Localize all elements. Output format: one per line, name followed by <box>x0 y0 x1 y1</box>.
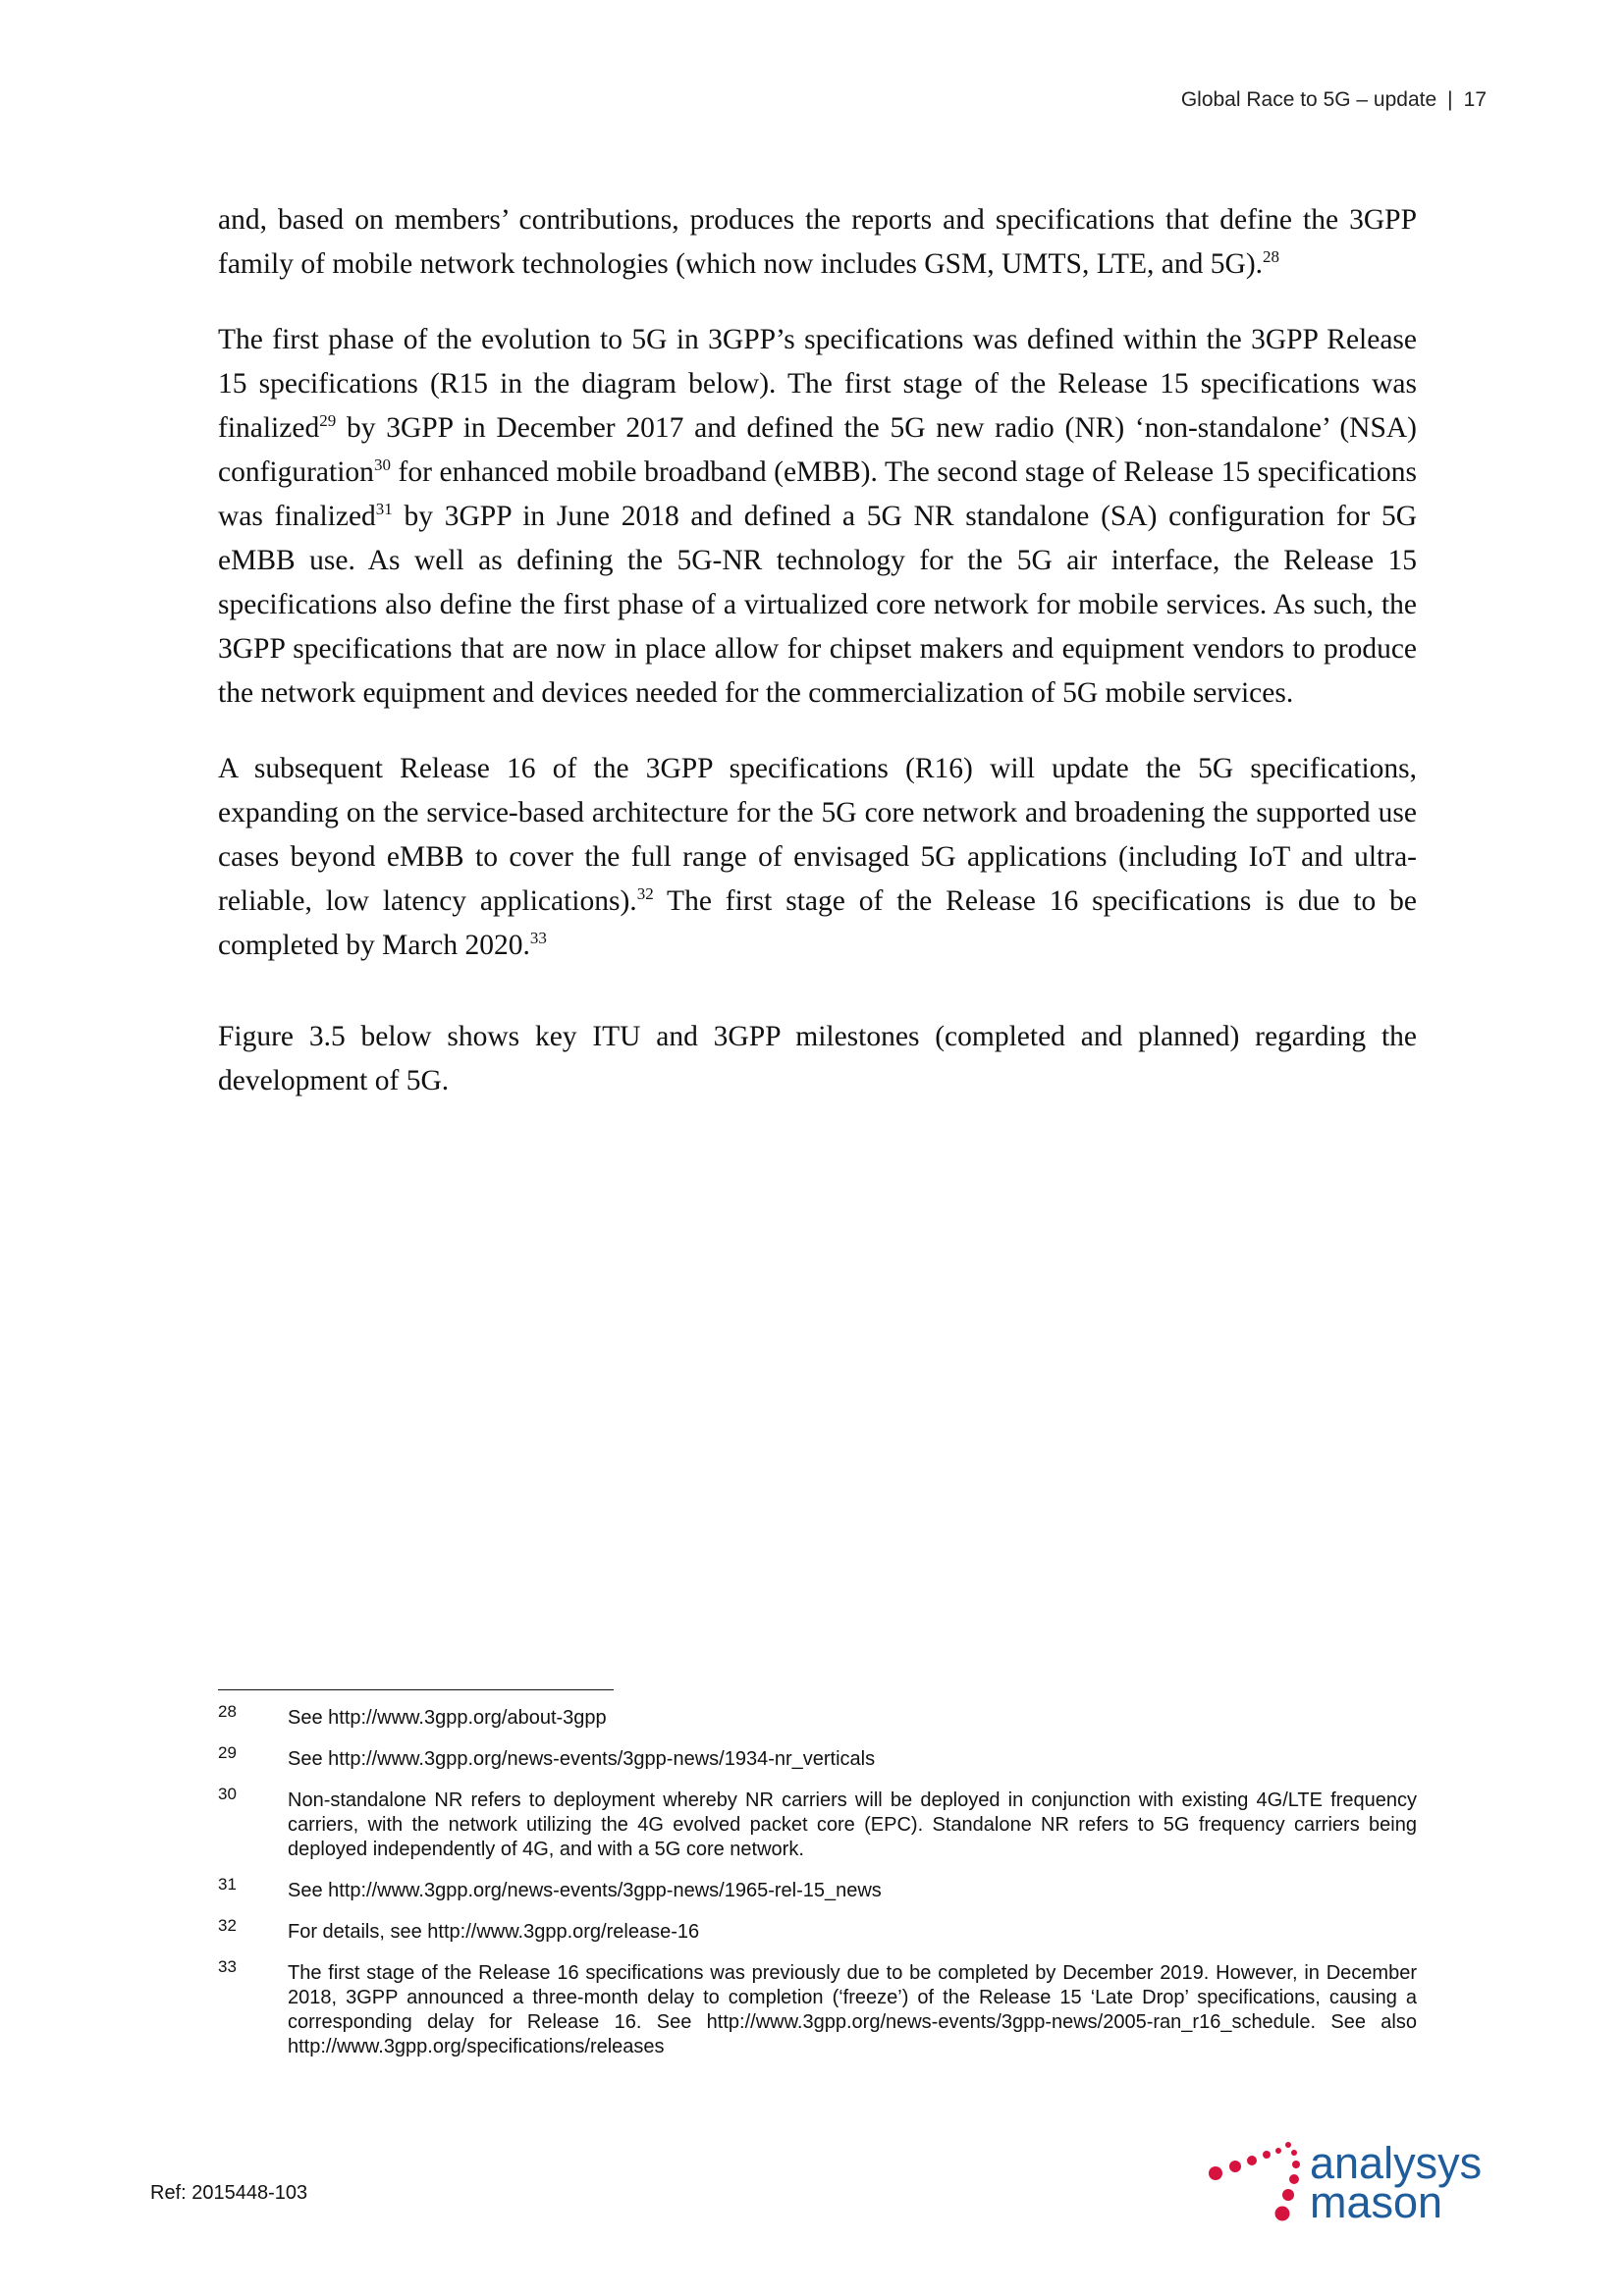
footnote-ref-30: 30 <box>373 455 391 474</box>
paragraph-text: by 3GPP in June 2018 and defined a 5G NR standalone (SA) configuration for 5G eMBB use. As well as defining the 5G-NR technology for the 5G air interface, the Release 15 specifications also define the first phase of a virtualized core network for mobile services. As such, the 3GPP specifications that are now in place allow for chipset makers and equipment vendors to produce the network equipment and devices needed for the commercialization of 5G mobile services. <box>218 501 1417 709</box>
footnote-ref-33: 33 <box>529 929 547 947</box>
page-number: 17 <box>1463 88 1487 111</box>
footnote-text: Non-standalone NR refers to deployment whereby NR carriers will be deployed in conjunction with existing 4G/LTE frequency carriers, with the network utilizing the 4G evolved packet core (EPC). Standalone NR refers to 5G frequency carriers being deployed independently of 4G, and with a 5G core network. <box>288 1789 1417 1860</box>
footnote <box>218 1957 1417 2059</box>
footnote <box>218 1875 1417 1903</box>
footnote-text: See http://www.3gpp.org/about-3gpp <box>288 1707 607 1729</box>
analysys-mason-logo <box>1208 2140 1512 2228</box>
footnote-text: See http://www.3gpp.org/news-events/3gpp-news/1965-rel-15_news <box>288 1880 882 1901</box>
paragraph-4: Figure 3.5 below shows key ITU and 3GPP milestones (completed and planned) regarding the development of 5G. <box>218 1021 1417 1096</box>
header-separator: | <box>1447 88 1453 111</box>
paragraph-text: A subsequent Release 16 of the 3GPP specifications (R16) will update the 5G specifications, expanding on the service-based architecture for the 5G core network and broadening the supported use cases beyond eMBB to cover the full range of envisaged 5G applications (including IoT and ultra-reliable, low latency applications). <box>218 753 1417 917</box>
paragraph-text: The first phase of the evolution to 5G in 3GPP’s specifications was defined within the 3GPP Release 15 specifications (R15 in the diagram below). The first stage of the Release 15 specifications was finalized <box>218 324 1417 444</box>
footnote-text: The first stage of the Release 16 specifications was previously due to be completed by December 2019. However, in December 2018, 3GPP announced a three-month delay to completion (‘freeze’) of the Release 15 ‘Late Drop’ specifications, causing a corresponding delay for Release 16. See http://www.3gpp.org/news-events/3gpp-news/2005-ran_r16_schedule. See also http://www.3gpp.org/specifications/releases <box>288 1962 1417 2057</box>
logo-word-mason: mason <box>1310 2177 1443 2227</box>
footnote <box>218 1702 1417 1731</box>
logo-dots <box>1209 2142 1300 2221</box>
footnote-ref-28: 28 <box>1263 247 1280 266</box>
footnote-number: 28 <box>218 1702 237 1721</box>
footnote-text: For details, see http://www.3gpp.org/release-16 <box>288 1921 700 1943</box>
footnote-divider <box>218 1689 614 1690</box>
paragraph-text: The first stage of the Release 16 specifications is due to be completed by March 2020. <box>218 885 1418 961</box>
footnote <box>218 1785 1417 1862</box>
footnote-ref-32: 32 <box>636 884 654 903</box>
footnote-text: See http://www.3gpp.org/news-events/3gpp-news/1934-nr_verticals <box>288 1748 876 1770</box>
page-header <box>1181 88 1487 112</box>
footnote-number: 32 <box>218 1916 237 1935</box>
footnote-number: 33 <box>218 1957 237 1976</box>
footnote-ref-31: 31 <box>375 500 393 518</box>
paragraph-text: for enhanced mobile broadband (eMBB). The second stage of Release 15 specifications was finalized <box>218 456 1417 532</box>
header-title: Global Race to 5G – update <box>1180 88 1437 111</box>
paragraph-text: by 3GPP in December 2017 and defined the 5G new radio (NR) ‘non-standalone’ (NSA) configuration <box>218 412 1417 488</box>
footnote-number: 30 <box>218 1785 237 1803</box>
paragraph-text: and, based on members’ contributions, produces the reports and specifications that define the 3GPP family of mobile network technologies (which now includes GSM, UMTS, LTE, and 5G). <box>218 204 1417 280</box>
footnote-ref-29: 29 <box>319 411 337 430</box>
footnotes <box>218 1702 1417 2076</box>
paragraph-2 <box>218 318 1417 716</box>
footnote-number: 29 <box>218 1743 237 1762</box>
logo-word-analysys: analysys <box>1310 2138 1483 2188</box>
footnote-number: 31 <box>218 1875 237 1894</box>
body-text <box>218 198 1417 1135</box>
paragraph-1 <box>218 198 1417 287</box>
document-reference: Ref: 2015448-103 <box>150 2182 308 2204</box>
logo-dots-icon <box>1208 2140 1316 2228</box>
footnote <box>218 1916 1417 1945</box>
footnote <box>218 1743 1417 1772</box>
paragraph-3 <box>218 747 1417 968</box>
